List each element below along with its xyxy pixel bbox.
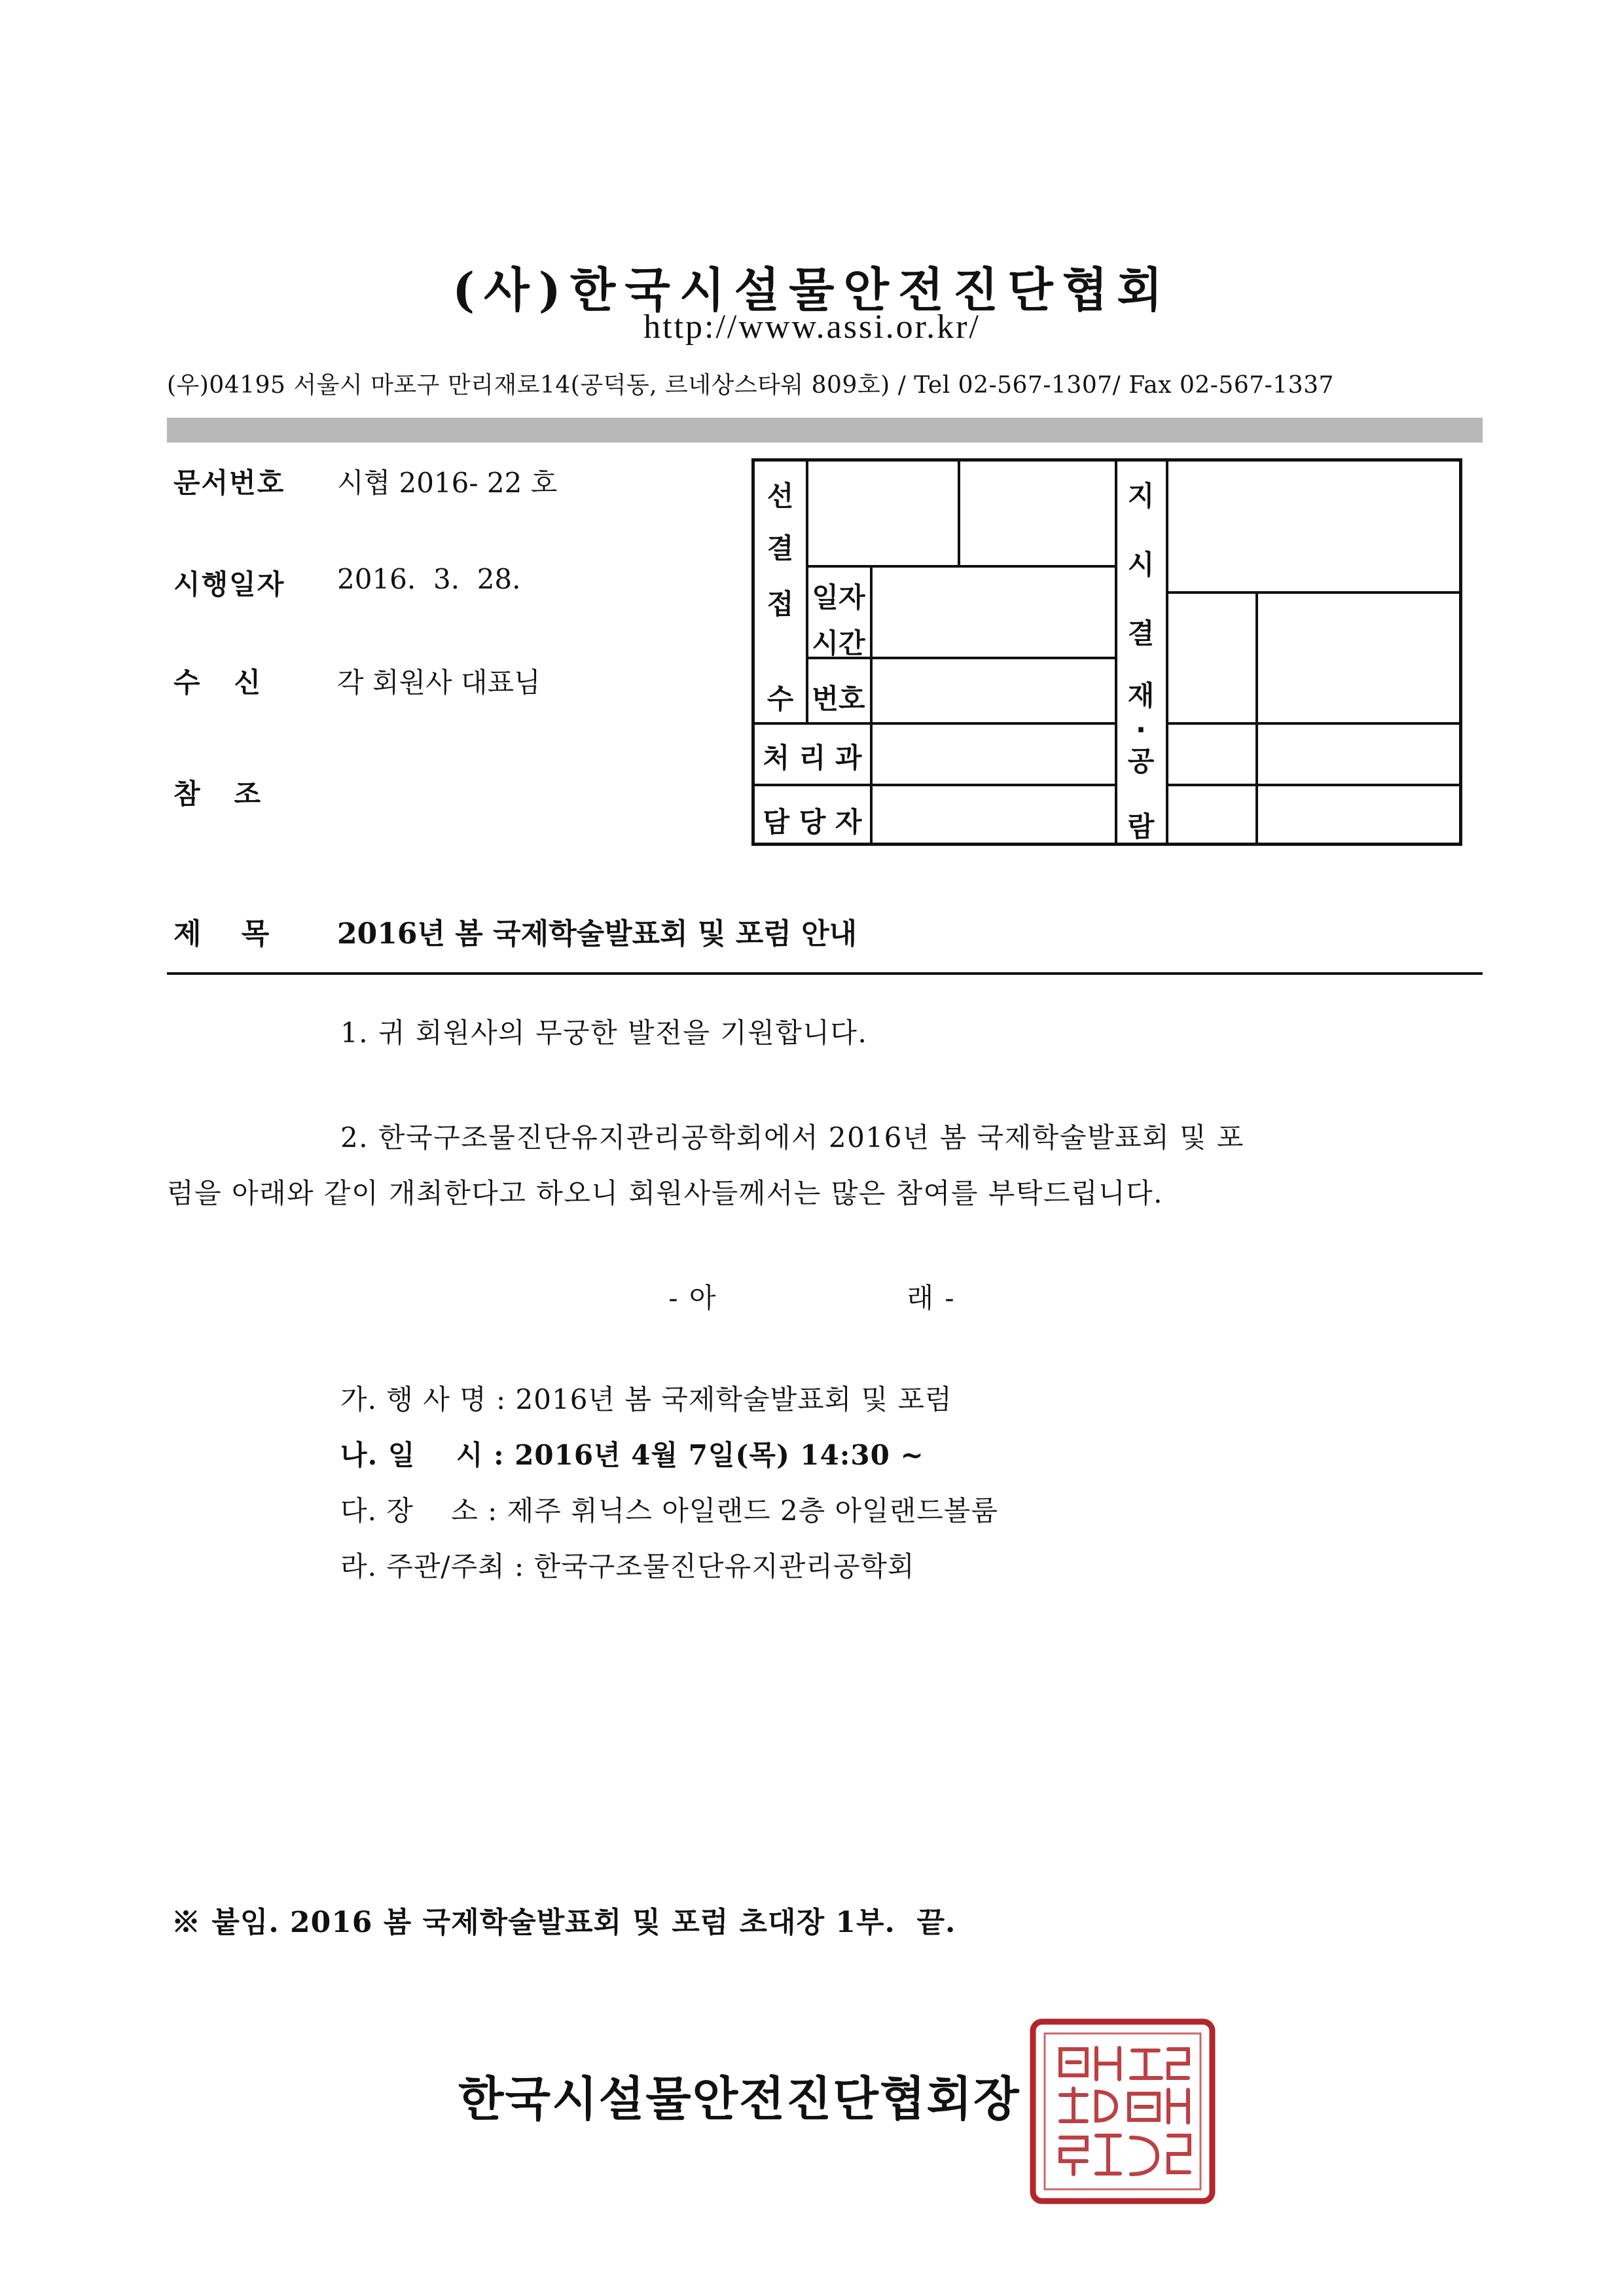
jisi-char-2: 시 xyxy=(1127,549,1155,581)
box-line xyxy=(806,565,1115,568)
notice-heading-left: - 아 xyxy=(668,1282,717,1314)
gyeoljae-char-2: 재 xyxy=(1127,680,1155,712)
gyeoljae-char-1: 결 xyxy=(1127,617,1155,649)
box-line xyxy=(1166,462,1168,846)
jeopsu-char-2: 수 xyxy=(767,683,794,715)
recipient-value: 각 회원사 대표님 xyxy=(337,666,541,699)
box-line xyxy=(1166,784,1462,786)
jisi-char-1: 지 xyxy=(1127,480,1155,512)
subject-label: 제 목 xyxy=(173,917,270,951)
date-field-label: 일자 xyxy=(812,581,865,613)
header-divider-bar xyxy=(167,418,1483,443)
attachment-note: ※ 붙임. 2016 봄 국제학술발표회 및 포럼 초대장 1부. 끝. xyxy=(171,1906,956,1939)
box-line xyxy=(1255,592,1258,846)
list-item: 가. 행 사 명 : 2016년 봄 국제학술발표회 및 포럼 xyxy=(340,1383,952,1415)
doc-number-value: 시협 2016- 22 호 xyxy=(337,467,558,499)
website-url: http://www.assi.or.kr/ xyxy=(643,308,981,346)
organization-title: (사)한국시설물안전진단협회 xyxy=(452,262,1172,318)
paragraph-2-line-1: 2. 한국구조물진단유지관리공학회에서 2016년 봄 국제학술발표회 및 포 xyxy=(340,1121,1245,1154)
official-seal xyxy=(1028,2016,1218,2206)
subject-divider xyxy=(167,972,1483,975)
approval-stamp-box xyxy=(751,458,1462,846)
person-field-label: 담 당 자 xyxy=(763,806,862,838)
list-item: 나. 일 시 : 2016년 4월 7일(목) 14:30 ~ xyxy=(340,1439,924,1471)
issuer-signature-line: 한국시설물안전진단협회장 xyxy=(458,2071,1020,2126)
box-line xyxy=(958,462,960,566)
box-line xyxy=(1115,462,1117,846)
jeopsu-char-1: 접 xyxy=(767,588,794,620)
notice-heading-right: 래 - xyxy=(907,1282,956,1314)
subject-value: 2016년 봄 국제학술발표회 및 포럼 안내 xyxy=(337,917,857,951)
box-line xyxy=(1166,591,1462,594)
paragraph-1: 1. 귀 회원사의 무궁한 발전을 기원합니다. xyxy=(340,1017,868,1049)
notice-heading xyxy=(0,1277,1624,1316)
date-value: 2016. 3. 28. xyxy=(337,563,521,595)
time-field-label: 시간 xyxy=(812,627,865,659)
reference-label: 참 조 xyxy=(173,778,262,810)
dept-field-label: 처 리 과 xyxy=(763,742,862,774)
address-line: (우)04195 서울시 마포구 만리재로14(공덕동, 르네상스타워 809호) / Tel 02-567-1307/ Fax 02-567-1337 xyxy=(167,372,1334,399)
sungyul-char-2: 결 xyxy=(767,532,794,564)
gyeoljae-char-3: · xyxy=(1136,714,1146,746)
gyeoljae-char-4: 공 xyxy=(1127,745,1155,777)
recipient-label: 수 신 xyxy=(173,666,262,699)
box-line xyxy=(1166,722,1462,725)
paragraph-2-line-2: 럼을 아래와 같이 개최한다고 하오니 회원사들께서는 많은 참여를 부탁드립니다. xyxy=(167,1177,1164,1209)
number-field-label: 번호 xyxy=(812,683,865,715)
doc-number-label: 문서번호 xyxy=(173,467,285,499)
box-line xyxy=(755,722,1115,725)
gyeoljae-char-5: 람 xyxy=(1127,811,1155,843)
box-line xyxy=(870,566,873,846)
list-item: 라. 주관/주최 : 한국구조물진단유지관리공학회 xyxy=(340,1550,915,1582)
list-item: 다. 장 소 : 제주 휘닉스 아일랜드 2층 아일랜드볼룸 xyxy=(340,1495,998,1527)
sungyul-char-1: 선 xyxy=(767,480,794,512)
box-line xyxy=(755,784,1115,786)
date-label: 시행일자 xyxy=(173,568,285,600)
